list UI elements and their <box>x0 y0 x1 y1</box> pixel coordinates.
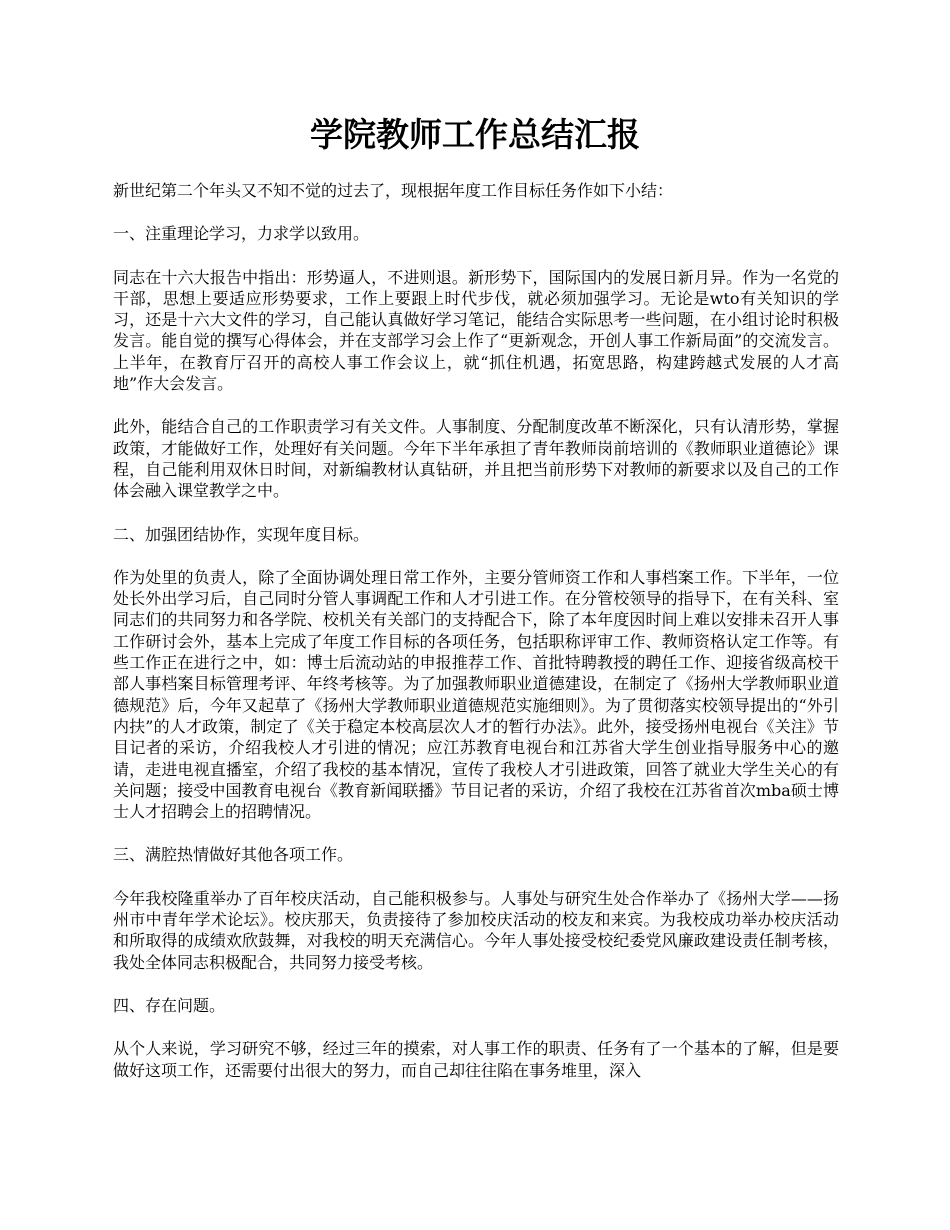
section-heading-2: 二、加强团结协作，实现年度目标。 <box>113 524 370 544</box>
body-paragraph: 从个人来说，学习研究不够，经过三年的摸索，对人事工作的职责、任务有了一个基本的了解，但是要做好这项工作，还需要付出很大的努力，而自己却往往陷在事务堆里，深入 <box>113 1039 839 1080</box>
body-paragraph: 此外，能结合自己的工作职责学习有关文件。人事制度、分配制度改革不断深化，只有认清形势，掌握政策，才能做好工作，处理好有关问题。今年下半年承担了青年教师岗前培训的《教师职业道德论》课程，自己能利用双休日时间，对新编教材认真钻研，并且把当前形势下对教师的新要求以及自己的工作体会融入课堂教学之中。 <box>113 417 839 501</box>
section-heading-3: 三、满腔热情做好其他各项工作。 <box>113 845 354 865</box>
body-paragraph: 同志在十六大报告中指出：形势逼人，不进则退。新形势下，国际国内的发展日新月异。作为一名党的干部，思想上要适应形势要求，工作上要跟上时代步伐，就必须加强学习。无论是wto有关知识的学习，还是十六大文件的学习，自己能认真做好学习笔记，能结合实际思考一些问题，在小组讨论时积极发言。能自觉的撰写心得体会，并在支部学习会上作了“更新观念，开创人事工作新局面”的交流发言。上半年，在教育厅召开的高校人事工作会议上，就“抓住机遇，拓宽思路，构建跨越式发展的人才高地”作大会发言。 <box>113 267 839 394</box>
body-paragraph: 今年我校隆重举办了百年校庆活动，自己能积极参与。人事处与研究生处合作举办了《扬州大学——扬州市中青年学术论坛》。校庆那天，负责接待了参加校庆活动的校友和来宾。为我校成功举办校庆活动和所取得的成绩欢欣鼓舞，对我校的明天充满信心。今年人事处接受校纪委党风廉政建设责任制考核，我处全体同志积极配合，共同努力接受考核。 <box>113 888 839 972</box>
body-paragraph: 作为处里的负责人，除了全面协调处理日常工作外，主要分管师资工作和人事档案工作。下半年，一位处长外出学习后，自己同时分管人事调配工作和人才引进工作。在分管校领导的指导下，在有关科、室同志们的共同努力和各学院、校机关有关部门的支持配合下，除了本年度因时间上难以安排未召开人事工作研讨会外，基本上完成了年度工作目标的各项任务，包括职称评审工作、教师资格认定工作等。有些工作正在进行之中，如：博士后流动站的申报推荐工作、首批特聘教授的聘任工作、迎接省级高校干部人事档案目标管理考评、年终考核等。为了加强教师职业道德建设，在制定了《扬州大学教师职业道德规范》后，今年又起草了《扬州大学教师职业道德规范实施细则》。为了贯彻落实校领导提出的“外引内扶”的人才政策，制定了《关于稳定本校高层次人才的暂行办法》。此外，接受扬州电视台《关注》节目记者的采访，介绍我校人才引进的情况；应江苏教育电视台和江苏省大学生创业指导服务中心的邀请，走进电视直播室，介绍了我校的基本情况，宣传了我校人才引进政策，回答了就业大学生关心的有关问题；接受中国教育电视台《教育新闻联播》节目记者的采访，介绍了我校在江苏省首次mba硕士博士人才招聘会上的招聘情况。 <box>113 567 839 822</box>
section-heading-1: 一、注重理论学习，力求学以致用。 <box>113 224 370 244</box>
intro-paragraph: 新世纪第二个年头又不知不觉的过去了，现根据年度工作目标任务作如下小结： <box>113 181 674 200</box>
document-title: 学院教师工作总结汇报 <box>310 115 640 154</box>
document-body <box>113 180 839 1103</box>
section-heading-4: 四、存在问题。 <box>113 995 226 1015</box>
